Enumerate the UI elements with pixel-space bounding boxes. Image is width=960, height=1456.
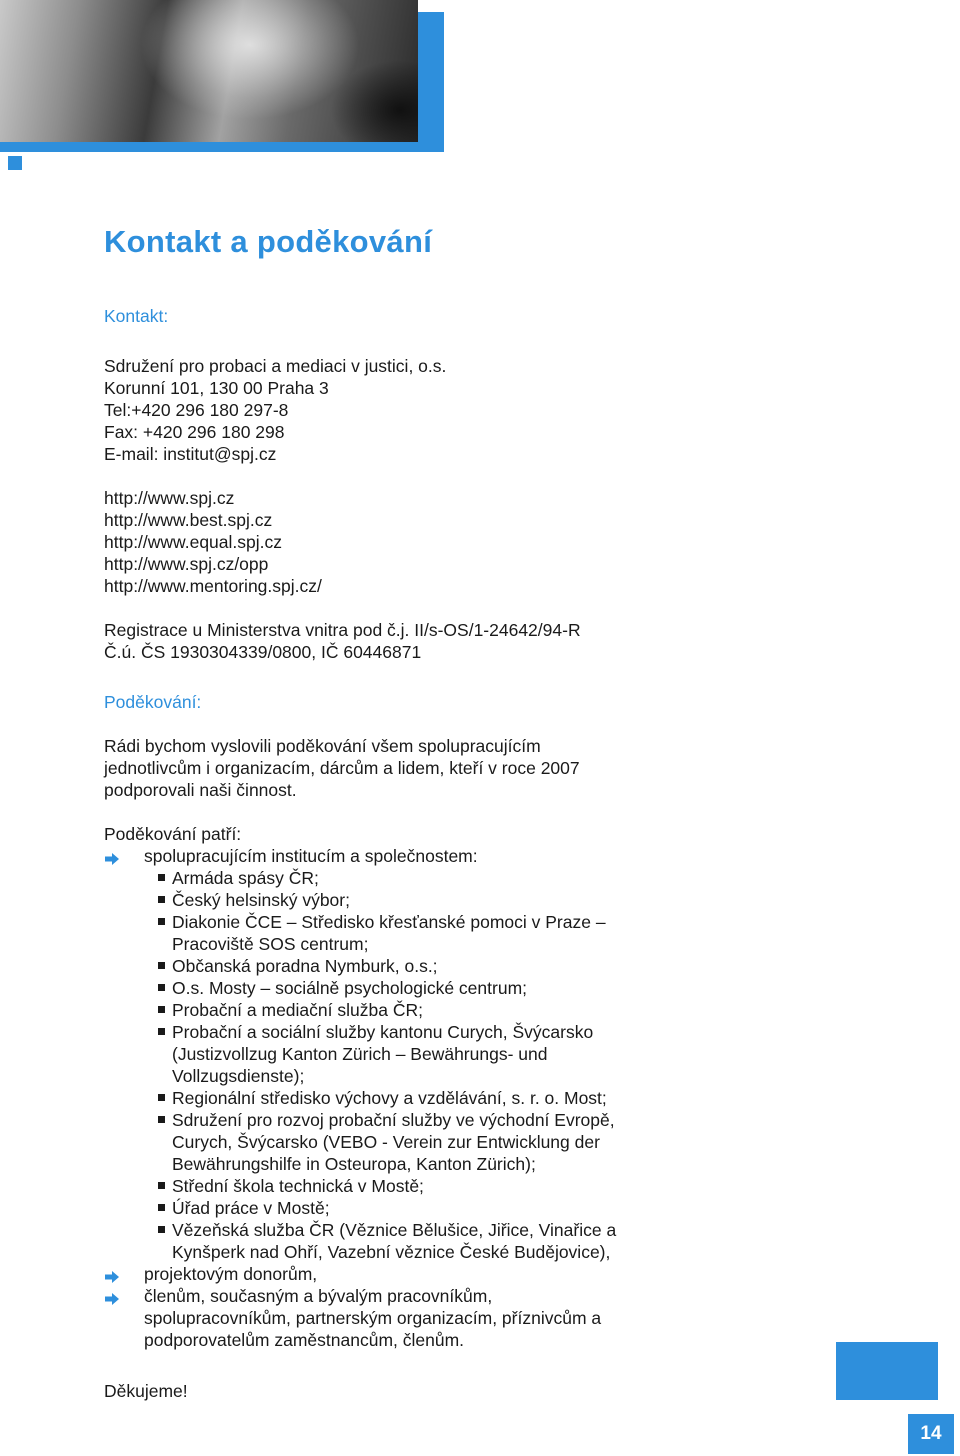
- thanks-heading: Poděkování:: [104, 692, 202, 712]
- address-line: Tel:+420 296 180 297-8: [104, 400, 289, 420]
- institution-text: Vollzugsdienste);: [172, 1066, 305, 1086]
- page-content: [104, 305, 884, 1351]
- contact-link[interactable]: http://www.spj.cz/opp: [104, 554, 269, 574]
- registration-line: Registrace u Ministerstva vnitra pod č.j. II/s-OS/1-24642/94-R: [104, 620, 581, 640]
- institution-item: [172, 955, 884, 977]
- institution-text: Bewährungshilfe in Osteuropa, Kanton Zürich);: [172, 1154, 536, 1174]
- institution-item: [172, 1175, 884, 1197]
- institution-item: [172, 867, 884, 889]
- contact-link[interactable]: http://www.best.spj.cz: [104, 510, 273, 530]
- institution-text: Střední škola technická v Mostě;: [172, 1176, 424, 1196]
- thanks-list-item-text: spolupracovníkům, partnerským organizacím, příznivcům a: [144, 1308, 602, 1328]
- contact-link[interactable]: http://www.spj.cz: [104, 488, 235, 508]
- arrow-right-icon: [104, 1289, 120, 1303]
- contact-heading: Kontakt:: [104, 306, 169, 326]
- institution-text: Občanská poradna Nymburk, o.s.;: [172, 956, 438, 976]
- square-bullet-icon: [158, 1094, 165, 1101]
- thanks-list-item-text: podporovatelům zaměstnancům, členům.: [144, 1330, 465, 1350]
- square-bullet-icon: [158, 962, 165, 969]
- institution-text: Diakonie ČCE – Středisko křesťanské pomoci v Praze –: [172, 912, 606, 932]
- institution-text: Curych, Švýcarsko (VEBO - Verein zur Entwicklung der: [172, 1132, 600, 1152]
- intro-line: podporovali naši činnost.: [104, 780, 297, 800]
- address-line: Korunní 101, 130 00 Praha 3: [104, 378, 329, 398]
- contact-registration: [104, 619, 884, 663]
- thanks-list-item-text: členům, současným a bývalým pracovníkům,: [144, 1286, 493, 1306]
- thanks-list-item: [104, 845, 884, 867]
- square-bullet-icon: [158, 1116, 165, 1123]
- thanks-list-item: [104, 1285, 884, 1351]
- institution-text: Armáda spásy ČR;: [172, 868, 319, 888]
- closing-thanks: Děkujeme!: [104, 1381, 188, 1401]
- institution-text: Sdružení pro rozvoj probační služby ve východní Evropě,: [172, 1110, 615, 1130]
- square-bullet-icon: [158, 1204, 165, 1211]
- decorative-blue-bar-vertical: [418, 12, 444, 152]
- arrow-right-icon: [104, 1267, 120, 1281]
- intro-line: Rádi bychom vyslovili poděkování všem spolupracujícím: [104, 736, 541, 756]
- institution-text: Probační a mediační služba ČR;: [172, 1000, 423, 1020]
- thanks-intro: [104, 735, 884, 801]
- institution-text: (Justizvollzug Kanton Zürich – Bewährungs- und: [172, 1044, 548, 1064]
- thanks-list: [104, 845, 884, 1351]
- contact-address: [104, 355, 884, 465]
- thanks-list-item: [104, 1263, 884, 1285]
- square-bullet-icon: [158, 1182, 165, 1189]
- square-bullet-icon: [158, 1006, 165, 1013]
- square-bullet-icon: [158, 896, 165, 903]
- institution-text: O.s. Mosty – sociálně psychologické centrum;: [172, 978, 528, 998]
- contact-link[interactable]: http://www.mentoring.spj.cz/: [104, 576, 322, 596]
- intro-line: jednotlivcům i organizacím, dárcům a lidem, kteří v roce 2007: [104, 758, 580, 778]
- institution-item: [172, 1087, 884, 1109]
- decorative-blue-bar-horizontal: [0, 142, 444, 152]
- institution-text: Český helsinský výbor;: [172, 890, 350, 910]
- institution-text: Pracoviště SOS centrum;: [172, 934, 369, 954]
- institution-list: [104, 867, 884, 1263]
- square-bullet-icon: [158, 874, 165, 881]
- institution-item: [172, 1197, 884, 1219]
- square-bullet-icon: [158, 918, 165, 925]
- thanks-list-item-text: projektovým donorům,: [144, 1264, 318, 1284]
- square-bullet-icon: [158, 1028, 165, 1035]
- page-title: Kontakt a poděkování: [104, 224, 433, 259]
- registration-line: Č.ú. ČS 1930304339/0800, IČ 60446871: [104, 642, 422, 662]
- institution-item: [172, 1109, 884, 1175]
- photo-highlight: [140, 0, 360, 120]
- thanks-list-item-text: spolupracujícím institucím a společnostem:: [144, 846, 478, 866]
- address-line: Fax: +420 296 180 298: [104, 422, 285, 442]
- institution-text: Regionální středisko výchovy a vzdělávání, s. r. o. Most;: [172, 1088, 607, 1108]
- institution-text: Probační a sociální služby kantonu Curych, Švýcarsko: [172, 1022, 594, 1042]
- address-line: E-mail: institut@spj.cz: [104, 444, 277, 464]
- institution-item: [172, 911, 884, 955]
- contact-link[interactable]: http://www.equal.spj.cz: [104, 532, 282, 552]
- decorative-blue-square: [8, 156, 22, 170]
- institution-item: [172, 999, 884, 1021]
- thanks-belongs-label: Poděkování patří:: [104, 824, 242, 844]
- institution-text: Vězeňská služba ČR (Věznice Bělušice, Jiřice, Vinařice a: [172, 1220, 617, 1240]
- contact-links: [104, 487, 884, 597]
- square-bullet-icon: [158, 984, 165, 991]
- institution-item: [172, 889, 884, 911]
- arrow-right-icon: [104, 849, 120, 863]
- page-number: 14: [908, 1414, 954, 1454]
- decorative-blue-block: [836, 1342, 938, 1400]
- institution-item: [172, 1021, 884, 1087]
- institution-item: [172, 977, 884, 999]
- address-line: Sdružení pro probaci a mediaci v justici, o.s.: [104, 356, 447, 376]
- square-bullet-icon: [158, 1226, 165, 1233]
- institution-text: Kynšperk nad Ohří, Vazební věznice České Budějovice),: [172, 1242, 611, 1262]
- institution-item: [172, 1219, 884, 1263]
- header-photo: [0, 0, 418, 142]
- institution-text: Úřad práce v Mostě;: [172, 1198, 330, 1218]
